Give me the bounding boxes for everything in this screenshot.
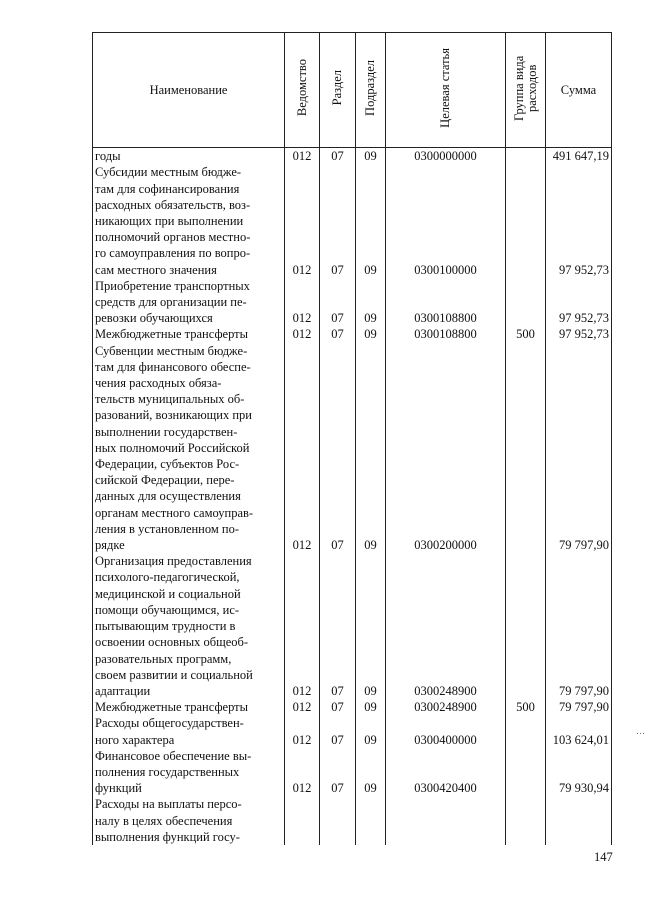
row-celevaya-statya: 0300400000 [386, 715, 506, 747]
row-name-line: Межбюджетные трансферты [95, 700, 249, 715]
row-name-line: своем развитии и социальной [95, 667, 253, 682]
row-summa: 97 952,73 [546, 278, 612, 327]
row-summa: 491 647,19 [546, 148, 612, 165]
row-name-cell [93, 715, 285, 747]
row-name-line: там для софинансирования [95, 181, 240, 196]
row-name-line: Приобретение транспортных [95, 278, 250, 293]
row-name-line: тельств муниципальных об- [95, 392, 245, 407]
row-name-line: Субсидии местным бюдже- [95, 165, 242, 180]
row-name-line: пытывающим трудности в [95, 619, 236, 634]
row-gruppa [506, 278, 546, 327]
row-podrazdel: 09 [356, 715, 386, 747]
row-name-line: ного характера [95, 732, 175, 747]
row-summa: 97 952,73 [546, 326, 612, 342]
row-gruppa [506, 748, 546, 797]
header-vedomstvo: Ведомство [285, 33, 320, 148]
row-name-line: никающих при выполнении [95, 214, 244, 229]
row-razdel: 07 [320, 326, 356, 342]
row-name-cell [93, 326, 285, 342]
row-name-line: полнения государственных [95, 764, 240, 779]
row-name-line: налу в целях обеспечения [95, 813, 233, 828]
row-razdel: 07 [320, 278, 356, 327]
row-podrazdel: 09 [356, 278, 386, 327]
row-name-line: средств для организации пе- [95, 295, 247, 310]
row-razdel: 07 [320, 164, 356, 277]
row-vedomstvo: 012 [285, 553, 320, 699]
row-name-line: полномочий органов местно- [95, 230, 251, 245]
row-celevaya-statya: 0300420400 [386, 748, 506, 797]
row-name-line: медицинской и социальной [95, 586, 241, 601]
row-podrazdel: 09 [356, 164, 386, 277]
row-razdel: 07 [320, 148, 356, 165]
page-number: 147 [594, 850, 613, 864]
row-name-cell [93, 278, 285, 327]
row-gruppa [506, 553, 546, 699]
header-razdel: Раздел [320, 33, 356, 148]
row-name-line: ления в установленном по- [95, 521, 240, 536]
row-podrazdel: 09 [356, 553, 386, 699]
row-name-cell [93, 748, 285, 797]
row-name-line: выполнения функций госу- [95, 829, 240, 844]
row-vedomstvo: 012 [285, 343, 320, 554]
row-name-line: адаптации [95, 683, 151, 698]
row-name-line: сийской Федерации, пере- [95, 473, 235, 488]
row-gruppa [506, 796, 546, 845]
row-name-line: помощи обучающимся, ис- [95, 602, 240, 617]
row-vedomstvo: 012 [285, 699, 320, 715]
row-gruppa: 500 [506, 699, 546, 715]
row-name-line: выполнении государствен- [95, 424, 238, 439]
row-vedomstvo [285, 796, 320, 845]
table-row [93, 278, 612, 327]
row-celevaya-statya [386, 796, 506, 845]
row-name-cell [93, 796, 285, 845]
row-name-line: Расходы общегосударствен- [95, 716, 244, 731]
row-name-cell [93, 148, 285, 165]
row-name-line: Федерации, субъектов Рос- [95, 457, 240, 472]
budget-table [92, 32, 612, 845]
row-razdel: 07 [320, 553, 356, 699]
table-row [93, 148, 612, 165]
row-name-line: Финансовое обеспечение вы- [95, 748, 252, 763]
row-podrazdel: 09 [356, 748, 386, 797]
row-name-line: Субвенции местным бюдже- [95, 343, 248, 358]
header-celevaya-statya: Целевая статья [386, 33, 506, 148]
header-gruppa-vida-rashodov: Группа вида расходов [506, 33, 546, 148]
row-razdel: 07 [320, 748, 356, 797]
row-razdel: 07 [320, 699, 356, 715]
row-celevaya-statya: 0300000000 [386, 148, 506, 165]
row-summa: 79 930,94 [546, 748, 612, 797]
row-name-line: органам местного самоуправ- [95, 505, 254, 520]
table-row [93, 553, 612, 699]
row-summa: 97 952,73 [546, 164, 612, 277]
row-vedomstvo: 012 [285, 326, 320, 342]
row-podrazdel: 09 [356, 148, 386, 165]
row-name-line: функций [95, 781, 142, 796]
row-razdel [320, 796, 356, 845]
row-name-line: психолого-педагогической, [95, 570, 240, 585]
row-summa: 79 797,90 [546, 343, 612, 554]
table-row [93, 343, 612, 554]
row-name-line: Межбюджетные трансферты [95, 327, 249, 342]
row-vedomstvo: 012 [285, 278, 320, 327]
row-name-cell [93, 553, 285, 699]
row-gruppa [506, 343, 546, 554]
table-row [93, 326, 612, 342]
row-podrazdel: 09 [356, 699, 386, 715]
row-celevaya-statya: 0300108800 [386, 326, 506, 342]
row-podrazdel: 09 [356, 326, 386, 342]
header-podrazdel: Подраздел [356, 33, 386, 148]
table-row [93, 164, 612, 277]
row-vedomstvo: 012 [285, 748, 320, 797]
row-vedomstvo: 012 [285, 715, 320, 747]
row-vedomstvo: 012 [285, 164, 320, 277]
table-row [93, 748, 612, 797]
row-summa [546, 796, 612, 845]
row-name-cell [93, 699, 285, 715]
row-celevaya-statya: 0300108800 [386, 278, 506, 327]
table-row [93, 796, 612, 845]
row-summa: 79 797,90 [546, 553, 612, 699]
row-name-line: разований, возникающих при [95, 408, 252, 423]
row-name-line: го самоуправления по вопро- [95, 246, 251, 261]
row-name-line: Расходы на выплаты персо- [95, 797, 242, 812]
row-razdel: 07 [320, 343, 356, 554]
row-gruppa [506, 164, 546, 277]
table-header-row [93, 33, 612, 148]
header-name: Наименование [93, 33, 285, 148]
row-name-line: освоении основных общеоб- [95, 635, 249, 650]
row-celevaya-statya: 0300100000 [386, 164, 506, 277]
row-gruppa [506, 148, 546, 165]
row-name-line: ных полномочий Российской [95, 440, 250, 455]
table-body [93, 148, 612, 845]
row-celevaya-statya: 0300200000 [386, 343, 506, 554]
row-name-line: расходных обязательств, воз- [95, 197, 251, 212]
row-name-cell [93, 343, 285, 554]
row-name-line: чения расходных обяза- [95, 376, 222, 391]
row-podrazdel [356, 796, 386, 845]
row-celevaya-statya: 0300248900 [386, 553, 506, 699]
edge-mark: … [636, 726, 645, 736]
row-summa: 103 624,01 [546, 715, 612, 747]
row-name-line: ревозки обучающихся [95, 311, 213, 326]
row-gruppa: 500 [506, 326, 546, 342]
row-celevaya-statya: 0300248900 [386, 699, 506, 715]
header-summa: Сумма [546, 33, 612, 148]
row-name-line: там для финансового обеспе- [95, 359, 251, 374]
row-name-line: разовательных программ, [95, 651, 232, 666]
row-name-line: рядке [95, 538, 125, 553]
row-name-line: годы [95, 149, 121, 164]
row-razdel: 07 [320, 715, 356, 747]
row-gruppa [506, 715, 546, 747]
row-name-line: данных для осуществления [95, 489, 241, 504]
table-row [93, 699, 612, 715]
row-podrazdel: 09 [356, 343, 386, 554]
row-vedomstvo: 012 [285, 148, 320, 165]
row-summa: 79 797,90 [546, 699, 612, 715]
table-row [93, 715, 612, 747]
row-name-line: сам местного значения [95, 262, 217, 277]
row-name-cell [93, 164, 285, 277]
row-name-line: Организация предоставления [95, 554, 252, 569]
